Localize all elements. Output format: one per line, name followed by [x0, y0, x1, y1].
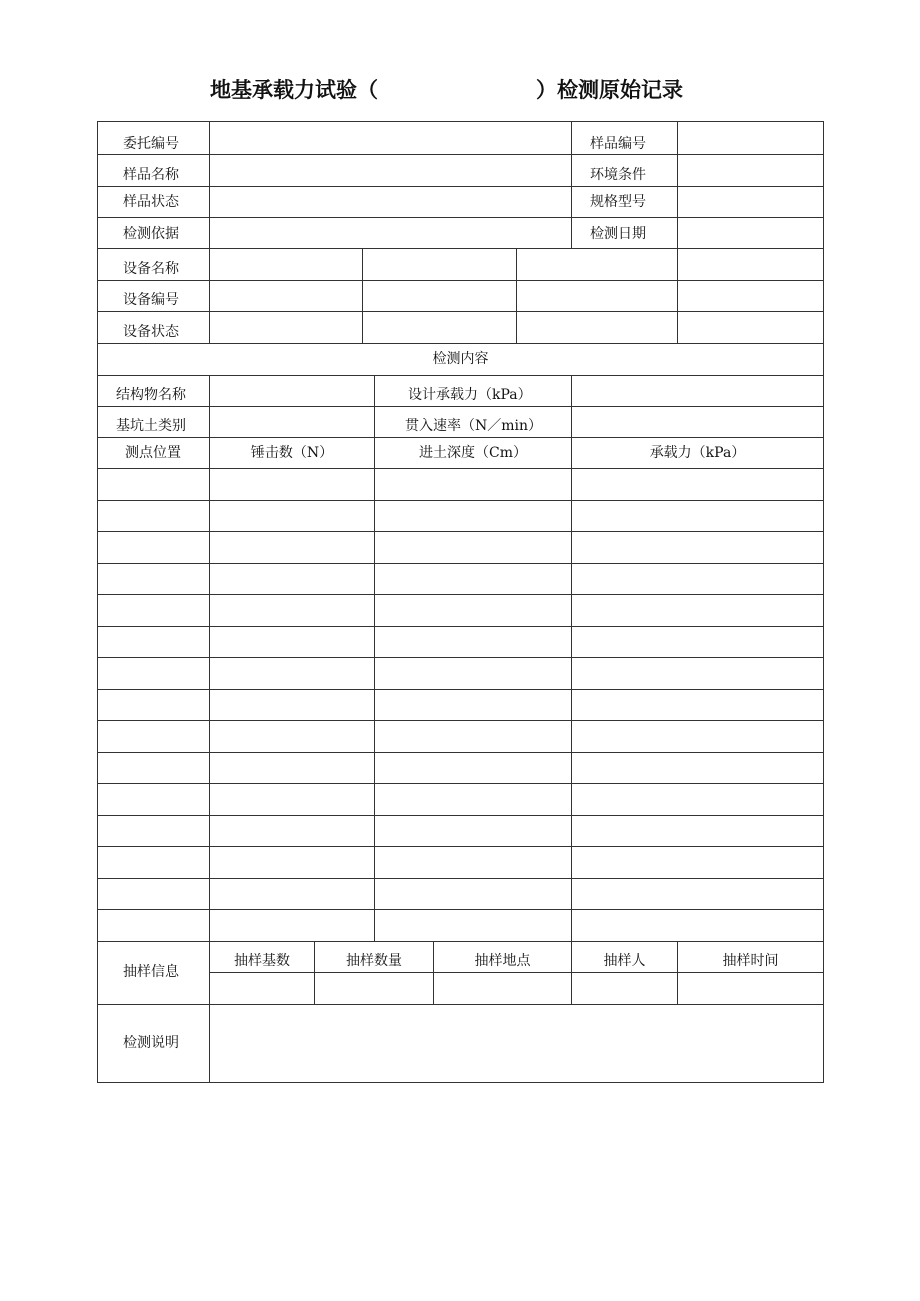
label-sample-no: 样品编号	[590, 136, 646, 152]
label-structure-name: 结构物名称	[116, 387, 186, 403]
column-header-hammer-blows: 锤击数（N）	[250, 445, 334, 461]
label-spec-model: 规格型号	[590, 194, 646, 210]
label-test-basis: 检测依据	[123, 226, 179, 242]
label-design-capacity: 设计承载力（kPa）	[408, 387, 532, 403]
label-sample-name: 样品名称	[123, 167, 179, 183]
label-pit-soil-type: 基坑土类别	[116, 418, 186, 434]
label-sample-state: 样品状态	[123, 194, 179, 210]
table-border	[98, 122, 824, 1083]
label-equipment-name: 设备名称	[123, 261, 179, 277]
column-header-sampling-base: 抽样基数	[234, 953, 290, 969]
column-header-sampling-location: 抽样地点	[474, 953, 531, 969]
column-header-position: 测点位置	[125, 445, 181, 461]
label-test-date: 检测日期	[590, 226, 646, 242]
section-heading-test-content: 检测内容	[432, 351, 489, 367]
title-main: 地基承载力试验（	[210, 78, 378, 102]
column-header-bearing-capacity: 承载力（kPa）	[649, 445, 746, 461]
label-equipment-number: 设备编号	[123, 292, 179, 308]
label-commission-no: 委托编号	[123, 136, 179, 152]
label-test-notes: 检测说明	[123, 1035, 179, 1051]
column-header-penetration-depth: 进土深度（Cm）	[419, 445, 527, 461]
column-header-sampler: 抽样人	[603, 953, 646, 969]
column-header-sampling-time: 抽样时间	[722, 953, 779, 969]
column-header-sampling-quantity: 抽样数量	[346, 953, 402, 969]
label-sampling-info: 抽样信息	[123, 964, 179, 980]
label-env-condition: 环境条件	[590, 167, 646, 183]
label-penetration-rate: 贯入速率（N／min）	[405, 418, 543, 434]
label-equipment-state: 设备状态	[123, 324, 179, 340]
title-suffix: ）检测原始记录	[536, 78, 683, 102]
